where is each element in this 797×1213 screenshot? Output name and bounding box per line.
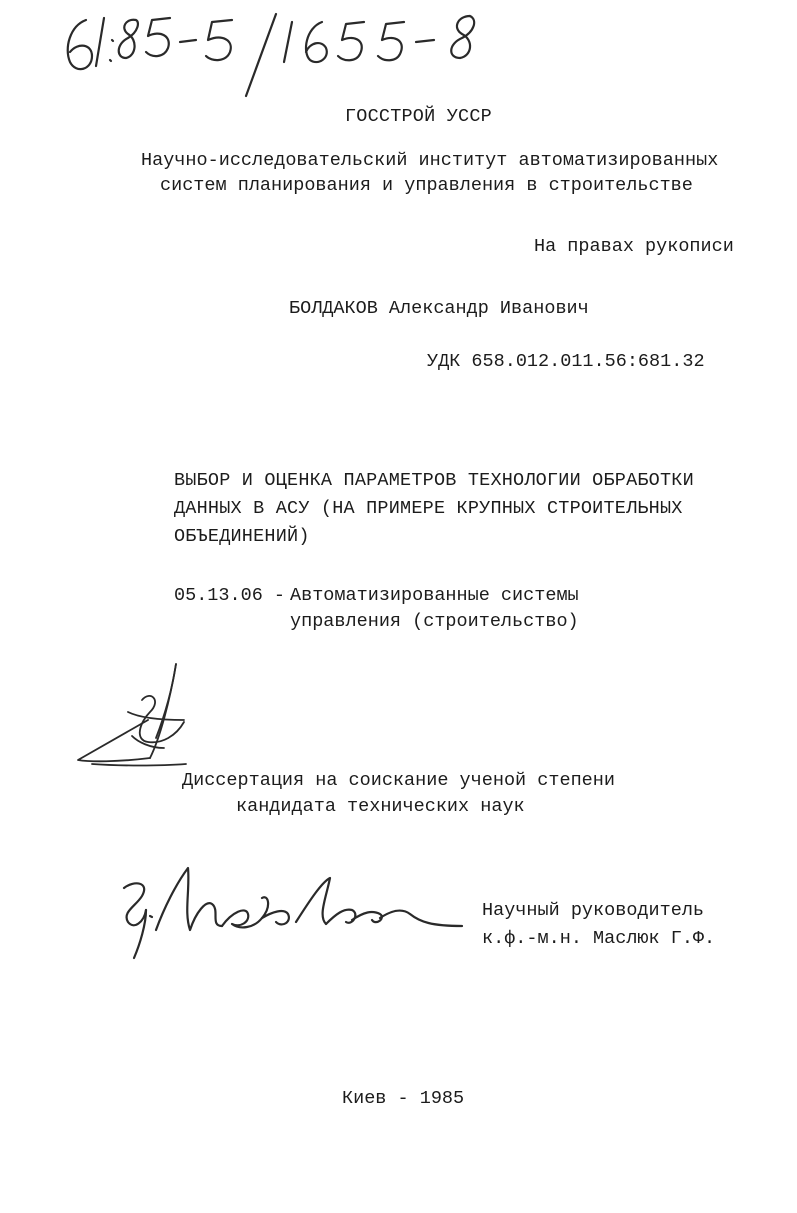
title-line-2: ДАННЫХ В АСУ (НА ПРИМЕРЕ КРУПНЫХ СТРОИТЕЛЬНЫХ: [174, 498, 683, 519]
udc-code: УДК 658.012.011.56:681.32: [427, 351, 705, 372]
institute-name-line-2: систем планирования и управления в строительстве: [160, 175, 693, 196]
specialty-name-line-1: Автоматизированные системы: [290, 585, 579, 606]
rights-note: На правах рукописи: [534, 236, 734, 257]
place-and-year: Киев - 1985: [342, 1088, 465, 1109]
institute-name-line-1: Научно-исследовательский институт автоматизированных: [141, 150, 719, 171]
author-name: БОЛДАКОВ Александр Иванович: [289, 298, 589, 319]
specialty-code: 05.13.06 -: [174, 585, 286, 606]
specialty-name-line-2: управления (строительство): [290, 611, 579, 632]
title-line-3: ОБЪЕДИНЕНИЙ): [174, 526, 310, 547]
advisor-role: Научный руководитель: [482, 900, 705, 921]
ministry-heading: ГОССТРОЙ УССР: [345, 106, 492, 127]
dissertation-line-2: кандидата технических наук: [236, 796, 525, 817]
dissertation-line-1: Диссертация на соискание ученой степени: [182, 770, 615, 791]
title-line-1: ВЫБОР И ОЦЕНКА ПАРАМЕТРОВ ТЕХНОЛОГИИ ОБРАБОТКИ: [174, 470, 694, 491]
advisor-name: к.ф.-м.н. Маслюк Г.Ф.: [482, 928, 716, 949]
